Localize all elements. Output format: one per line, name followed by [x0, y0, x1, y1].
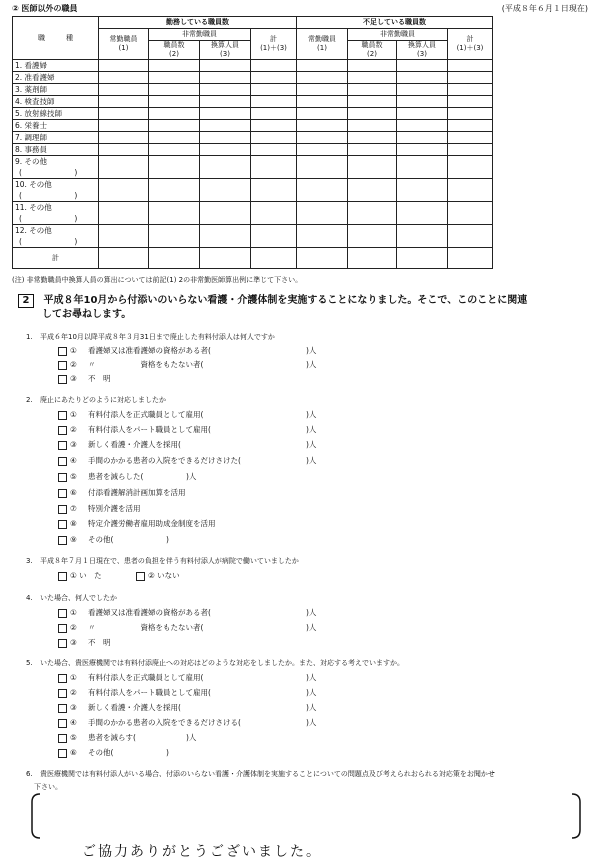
checkbox[interactable]: [58, 572, 67, 581]
checkbox[interactable]: [58, 749, 67, 758]
q2-option[interactable]: ① 有料付添人を正式職員として雇用( )人: [58, 410, 316, 420]
q5-option[interactable]: ④ 手間のかかる患者の入院をできるだけさける( )人: [58, 718, 316, 728]
job-label: 1. 看護婦: [13, 60, 99, 72]
checkbox[interactable]: [58, 536, 67, 545]
converted-header: 換算人員 (3): [200, 41, 251, 60]
question-1: 1. 平成６年10月以降平成８年３月31日まで廃止した有料付添人は何人ですか: [26, 333, 275, 341]
checkbox[interactable]: [58, 426, 67, 435]
job-label: 6. 栄養士: [13, 120, 99, 132]
section-2-heading-cont: してお尋ねします。: [42, 309, 132, 320]
staff-table: [12, 16, 591, 269]
total-header: 計 (1)＋(3): [251, 29, 297, 60]
q3-option-no[interactable]: ② いない: [136, 571, 180, 581]
checkbox[interactable]: [58, 411, 67, 420]
checkbox[interactable]: [58, 505, 67, 514]
job-label-other[interactable]: 10. その他 ( ): [13, 179, 99, 202]
free-answer-area[interactable]: [30, 792, 582, 840]
q2-option[interactable]: ③ 新しく看護・介護人を採用( )人: [58, 440, 316, 450]
q4-option[interactable]: ③ 不 明: [58, 638, 111, 648]
q2-option[interactable]: ② 有料付添人をパート職員として雇用( )人: [58, 425, 316, 435]
q4-option[interactable]: ① 看護婦又は准看護婦の資格がある者( )人: [58, 608, 316, 618]
q5-option[interactable]: ⑤ 患者を減らす( )人: [58, 733, 196, 743]
job-type-header: 職 種: [13, 17, 99, 60]
q2-option[interactable]: ⑦ 特別介護を活用: [58, 504, 141, 514]
shortage-parttime-header: 非常勤職員: [348, 29, 448, 41]
q5-option[interactable]: ② 有料付添人をパート職員として雇用( )人: [58, 688, 316, 698]
as-of-date: (平成８年６月１日現在): [501, 4, 588, 13]
total-label: 計: [13, 248, 99, 269]
question-4: 4. いた場合、何人でしたか: [26, 594, 117, 602]
job-label: 3. 薬剤師: [13, 84, 99, 96]
q5-option[interactable]: ① 有料付添人を正式職員として雇用( )人: [58, 673, 316, 683]
checkbox[interactable]: [136, 572, 145, 581]
checkbox[interactable]: [58, 473, 67, 482]
checkbox[interactable]: [58, 674, 67, 683]
checkbox[interactable]: [58, 457, 67, 466]
section-2-number: 2: [18, 294, 34, 308]
checkbox[interactable]: [58, 489, 67, 498]
shortage-converted-header: 換算人員 (3): [397, 41, 448, 60]
job-label-other[interactable]: 9. その他 ( ): [13, 156, 99, 179]
q2-option[interactable]: ⑧ 特定介護労働者雇用助成金制度を活用: [58, 519, 216, 529]
checkbox[interactable]: [58, 689, 67, 698]
checkbox[interactable]: [58, 441, 67, 450]
job-label: 7. 調理師: [13, 132, 99, 144]
question-6-cont: 下さい。: [34, 783, 62, 791]
q1-option[interactable]: ① 看護婦又は准看護婦の資格がある者( )人: [58, 346, 316, 356]
shortage-staff-header: 不足している職員数: [297, 17, 493, 29]
q2-option[interactable]: ⑨ その他( ): [58, 535, 169, 545]
job-label: 5. 放射線技師: [13, 108, 99, 120]
section-title: ② 医師以外の職員: [12, 4, 78, 13]
question-3: 3. 平成８年７月１日現在で、患者の負担を伴う有料付添人が病院で働いていましたか: [26, 557, 299, 565]
checkbox[interactable]: [58, 347, 67, 356]
question-5: 5. いた場合、貴医療機関では有料付添廃止への対応はどのような対応をしましたか。また、対応する考えでいますか。: [26, 659, 404, 667]
question-6: 6. 貴医療機関では有料付添人がいる場合、付添のいらない看護・介護体制を実施することについての問題点及び考えられおられる対応策をお聞かせ: [26, 770, 495, 778]
section-2-heading: 2 平成８年10月から付添いのいらない看護・介護体制を実施することになりました。そこで、このことに関連: [18, 294, 527, 308]
checkbox[interactable]: [58, 609, 67, 618]
checkbox[interactable]: [58, 520, 67, 529]
question-2: 2. 廃止にあたりどのように対応しましたか: [26, 396, 166, 404]
q1-option[interactable]: ③ 不 明: [58, 374, 111, 384]
closing-message: ご協力ありがとうございました。: [82, 844, 322, 860]
answer-brackets: [30, 792, 582, 840]
shortage-staff-count-header: 職員数 (2): [348, 41, 397, 60]
fulltime-header: 常勤職員 (1): [99, 29, 149, 60]
checkbox[interactable]: [58, 639, 67, 648]
job-label: 2. 准看護婦: [13, 72, 99, 84]
q2-option[interactable]: ④ 手間のかかる患者の入院をできるだけさけた( )人: [58, 456, 316, 466]
checkbox[interactable]: [58, 734, 67, 743]
q4-option[interactable]: ② 〃 資格をもたない者( )人: [58, 623, 316, 633]
shortage-total-header: 計 (1)＋(3): [448, 29, 493, 60]
checkbox[interactable]: [58, 624, 67, 633]
q5-option[interactable]: ③ 新しく看護・介護人を採用( )人: [58, 703, 316, 713]
total-row: [13, 248, 591, 269]
checkbox[interactable]: [58, 719, 67, 728]
job-label-other[interactable]: 12. その他 ( ): [13, 225, 99, 248]
q5-option[interactable]: ⑥ その他( ): [58, 748, 169, 758]
q3-option-yes[interactable]: ① い た: [58, 571, 102, 581]
job-label: 8. 事務員: [13, 144, 99, 156]
table-note: (注) 非常勤職員中換算人員の算出については前記(1) 2の非常勤医師算出例に準じて下さい。: [12, 276, 303, 284]
q2-option[interactable]: ⑤ 患者を減らした( )人: [58, 472, 196, 482]
q1-option[interactable]: ② 〃 資格をもたない者( )人: [58, 360, 316, 370]
checkbox[interactable]: [58, 704, 67, 713]
job-label-other[interactable]: 11. その他 ( ): [13, 202, 99, 225]
job-label: 4. 検査技師: [13, 96, 99, 108]
shortage-fulltime-header: 常勤職員 (1): [297, 29, 348, 60]
q2-option[interactable]: ⑥ 付添看護解消計画加算を活用: [58, 488, 186, 498]
checkbox[interactable]: [58, 375, 67, 384]
working-staff-header: 勤務している職員数: [99, 17, 297, 29]
parttime-header: 非常勤職員: [149, 29, 251, 41]
checkbox[interactable]: [58, 361, 67, 370]
staff-count-header: 職員数 (2): [149, 41, 200, 60]
